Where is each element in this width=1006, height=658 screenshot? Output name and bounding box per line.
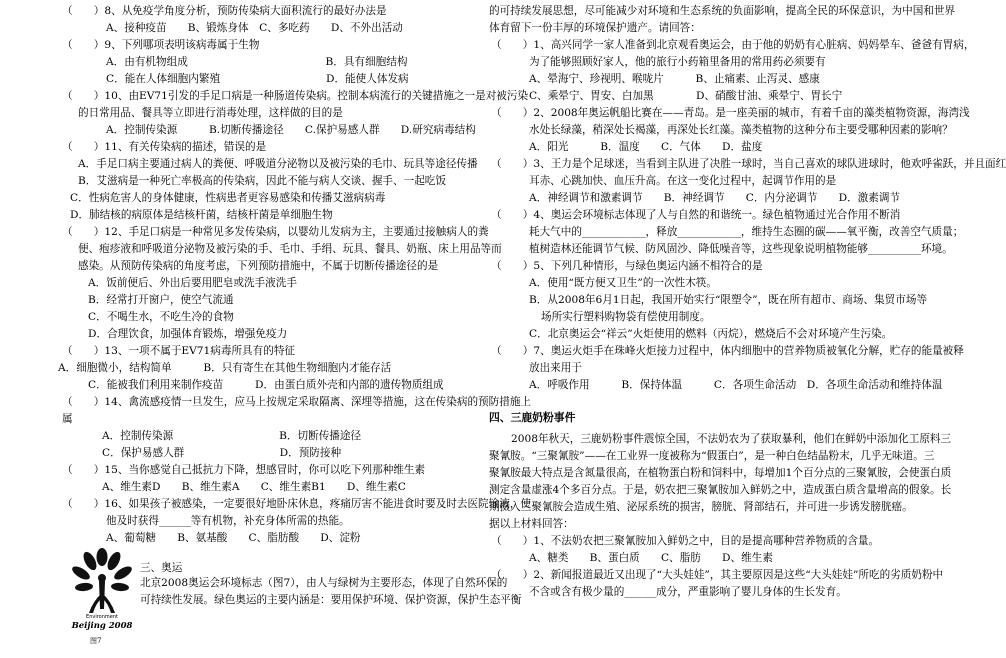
- q9-options-ab: A．由有机物组成 B．具有细胞结构: [106, 56, 408, 68]
- o-q2-stem: （ ）2、2008年奥运帆船比赛在——青岛。是一座美丽的城市，有着千亩的藻类植物资源，海湾浅: [491, 107, 970, 119]
- q8-options: A、接种疫苗 B、锻炼身体 C、多吃药 D、不外出活动: [106, 22, 403, 34]
- o-q3-stem: （ ）3、王力是个足球迷，当看到主队进了决胜一球时，当自己喜欢的球队进球时，他欢呼雀跃，并且面红: [491, 158, 1006, 170]
- q13-options-cd: C．能被我们利用来制作疫苗 D．由蛋白质外壳和内部的遗传物质组成: [88, 379, 444, 391]
- logo-beijing-text: Beijing 2008: [71, 621, 133, 631]
- q10-stem: （ ）10、由EV71引发的手足口病是一种肠道传染病。控制本病流行的关键措施之一是对被污染: [62, 90, 529, 102]
- q12-stem: （ ）12、手足口病是一种常见多发传染病，以婴幼儿发病为主，主要通过接触病人的粪: [62, 226, 489, 238]
- m-q1-options: A、糖类 B、蛋白质 C、脂肪 D、维生素: [529, 552, 773, 564]
- o-q4-stem-cont2: 植树造林还能调节气候、防风固沙、降低噪音等，这些现象说明植物能够__________环境。: [529, 243, 953, 255]
- o-q5-option-c: C．北京奥运会“祥云”火炬使用的燃料（丙烷），燃烧后不会对环境产生污染。: [529, 328, 893, 340]
- melamine-passage-line5: 期摄入三聚氰胺会造成生殖、泌尿系统的损害，膀胱、肾部结石，并可进一步诱发膀胱癌。: [489, 501, 913, 513]
- q16-stem-cont: 他及时获得______等有机物，补充身体所需的热能。: [106, 515, 350, 527]
- o-q1-options-ab: A、晕海宁、珍视明、喉咙片 B、止痛素、止泻灵、感康: [529, 73, 820, 85]
- melamine-passage-line3: 聚氰胺最大特点是含氮量很高，在植物蛋白粉和饲料中，每增加1个百分点的三聚氰胺，会使蛋白质: [489, 467, 952, 479]
- melamine-passage-line4: 测定含量虚涨4个多百分点。于是，奶农把三聚氰胺加入鲜奶之中，造成蛋白质含量增高的假象。长: [489, 484, 952, 496]
- m-q1-stem: （ ）1、不法奶农把三聚氰胺加入鲜奶之中，目的是提高哪种营养物质的含量。: [491, 535, 880, 547]
- olympics-passage-line1: 北京2008奥运会环境标志（图7），由人与绿树为主要形态，体现了自然环保的: [140, 577, 508, 589]
- m-q2-stem-cont: 不含或含有极少量的______成分，严重影响了婴儿身体的生长发育。: [529, 586, 847, 598]
- o-q1-stem-cont: 为了能够照顾好家人，他的旅行小药箱里备用的常用药必须要有: [529, 56, 826, 68]
- olympics-passage-line3: 的可持续发展思想，尽可能减少对环境和生态系统的负面影响，提高全民的环保意识，为中国和世界: [489, 5, 956, 17]
- q15-stem: （ ）15、当你感觉自己抵抗力下降，想感冒时，你可以吃下列那种维生素: [62, 464, 426, 476]
- section-three-title: 三、奥运: [140, 562, 183, 574]
- logo-tree-figure-icon: [72, 543, 132, 649]
- q10-stem-cont: 的日常用品、餐具等立即进行消毒处理，这样做的目的是: [78, 107, 343, 119]
- q13-stem: （ ）13、一项不属于EV71病毒所具有的特征: [62, 345, 296, 357]
- q12-stem-cont2: 感染。从预防传染病的角度考虑，下列预防措施中，不属于切断传播途径的是: [78, 260, 439, 272]
- q13-options-ab: A．细胞微小，结构简单 B．只有寄生在其他生物细胞内才能存活: [58, 362, 392, 374]
- q12-option-c: C．不喝生水，不吃生冷的食物: [88, 311, 234, 323]
- melamine-passage-line2: 聚氰胺。“三聚氰胺”——在工业界一度被称为“假蛋白”，是一种白色结晶粉末，几乎无味道。三: [489, 450, 935, 462]
- o-q3-options: A．神经调节和激素调节 B．神经调节 C．内分泌调节 D．激素调节: [529, 192, 901, 204]
- logo-environment-text: Environment: [86, 614, 118, 620]
- q8-stem: （ ）8、从免疫学角度分析，预防传染病大面积流行的最好办法是: [62, 5, 387, 17]
- o-q7-stem: （ ）7、奥运火炬手在珠峰火炬接力过程中，体内细胞中的营养物质被氧化分解，贮存的能量被释: [491, 345, 964, 357]
- q9-options-cd: C．能在人体细胞内繁殖 D．能使人体发病: [106, 73, 409, 85]
- q12-option-d: D．合理饮食，加强体育锻炼，增强免疫力: [88, 328, 288, 340]
- q11-option-c: C．性病危害人的身体健康，性病患者更容易感染和传播艾滋病病毒: [70, 192, 386, 204]
- q16-options: A、葡萄糖 B、氨基酸 C、脂肪酸 D、淀粉: [106, 532, 361, 544]
- section-four-title: 四、三鹿奶粉事件: [489, 411, 576, 424]
- o-q7-stem-cont: 放出来用于: [529, 362, 582, 374]
- o-q4-stem: （ ）4、奥运会环境标志体现了人与自然的和谐统一。绿色植物通过光合作用不断消: [491, 209, 901, 221]
- q9-stem: （ ）9、下列哪项表明该病毒属于生物: [62, 39, 260, 51]
- q11-stem: （ ）11、有关传染病的描述，错误的是: [62, 141, 267, 153]
- q14-options-cd: C．保护易感人群 D．预防接种: [102, 447, 342, 459]
- q11-option-a: A．手足口病主要通过病人的粪便、呼吸道分泌物以及被污染的毛巾、玩具等途径传播: [78, 158, 478, 170]
- o-q1-stem: （ ）1、高兴同学一家人准备到北京观看奥运会，由于他的奶奶有心脏病、妈妈晕车、爸爸有胃病，: [491, 39, 975, 51]
- o-q7-options: A．呼吸作用 B．保持体温 C．各项生命活动 D．各项生命活动和维持体温: [529, 379, 943, 391]
- answer-prompt: 据以上材料回答：: [489, 518, 574, 530]
- q14-stem-cont: 属: [62, 413, 73, 425]
- q12-option-a: A．饭前便后、外出后要用肥皂或洗手液洗手: [88, 277, 297, 289]
- beijing-2008-environment-logo: [72, 543, 132, 649]
- q11-option-d: D．肺结核的病原体是结核杆菌，结核杆菌是单细胞生物: [70, 209, 333, 221]
- o-q4-stem-cont1: 耗大气中的____________，释放____________，维持生态圈的碳——氧平衡，改善空气质量；: [529, 226, 964, 238]
- o-q5-option-b: B．从2008年6月1日起，我国开始实行“限塑令”，既在所有超市、商场、集贸市场等: [529, 294, 928, 306]
- o-q2-options: A．阳光 B．温度 C．气体 D．盐度: [529, 141, 763, 153]
- melamine-passage-line1: 2008年秋天，三鹿奶粉事件震惊全国，不法奶农为了获取暴利，他们在鲜奶中添加化工原料三: [511, 433, 952, 445]
- o-q3-stem-cont: 耳赤、心跳加快、血压升高。在这一变化过程中，起调节作用的是: [529, 175, 837, 187]
- q11-option-b: B．艾滋病是一种死亡率极高的传染病，因此不能与病人交谈、握手、一起吃饭: [78, 175, 446, 187]
- figure-caption: 图7: [90, 637, 102, 645]
- o-q5-option-a: A．使用“既方便又卫生”的一次性木筷。: [529, 277, 717, 289]
- m-q2-stem: （ ）2、新闻报道最近又出现了“大头娃娃”，其主要原因是这些“大头娃娃”所吃的劣质奶粉中: [491, 569, 944, 581]
- o-q5-option-b-cont: 场所实行塑料购物袋有偿使用制度。: [541, 311, 711, 323]
- q12-option-b: B．经常打开窗户，使空气流通: [88, 294, 234, 306]
- q16-stem: （ ）16、如果孩子被感染，一定要很好地卧床休息，疼痛厉害不能进食时要及时去医院输液，使: [62, 498, 532, 510]
- q14-stem: （ ）14、禽流感疫情一旦发生，应马上按规定采取隔离、深埋等措施，这在传染病的预防措施上: [62, 396, 532, 408]
- q14-options-ab: A．控制传染源 B．切断传播途径: [102, 430, 362, 442]
- o-q5-stem: （ ）5、下列几种情形，与绿色奥运内涵不相符合的是: [491, 260, 763, 272]
- olympics-passage-line4: 体育留下一份丰厚的环境保护遗产。请回答：: [489, 22, 701, 34]
- q10-options: A．控制传染源 B.切断传播途径 C.保护易感人群 D.研究病毒结构: [106, 124, 476, 136]
- o-q1-options-cd: C、乘晕宁、胃安、白加黑 D、硝酸甘油、乘晕宁、胃长宁: [529, 90, 843, 102]
- olympics-passage-line2: 可持续性发展。绿色奥运的主要内涵是：要用保护环境、保护资源，保护生态平衡: [140, 594, 522, 606]
- q12-stem-cont1: 便、疱疹液和呼吸道分泌物及被污染的手、毛巾、手绢、玩具、餐具、奶瓶、床上用品等而: [78, 243, 502, 255]
- o-q2-stem-cont: 水处长绿藻，稍深处长褐藻，再深处长红藻。藻类植物的这种分布主要受哪种因素的影响？: [529, 124, 953, 136]
- q15-options: A、维生素D B、维生素A C、维生素B1 D、维生素C: [102, 481, 406, 493]
